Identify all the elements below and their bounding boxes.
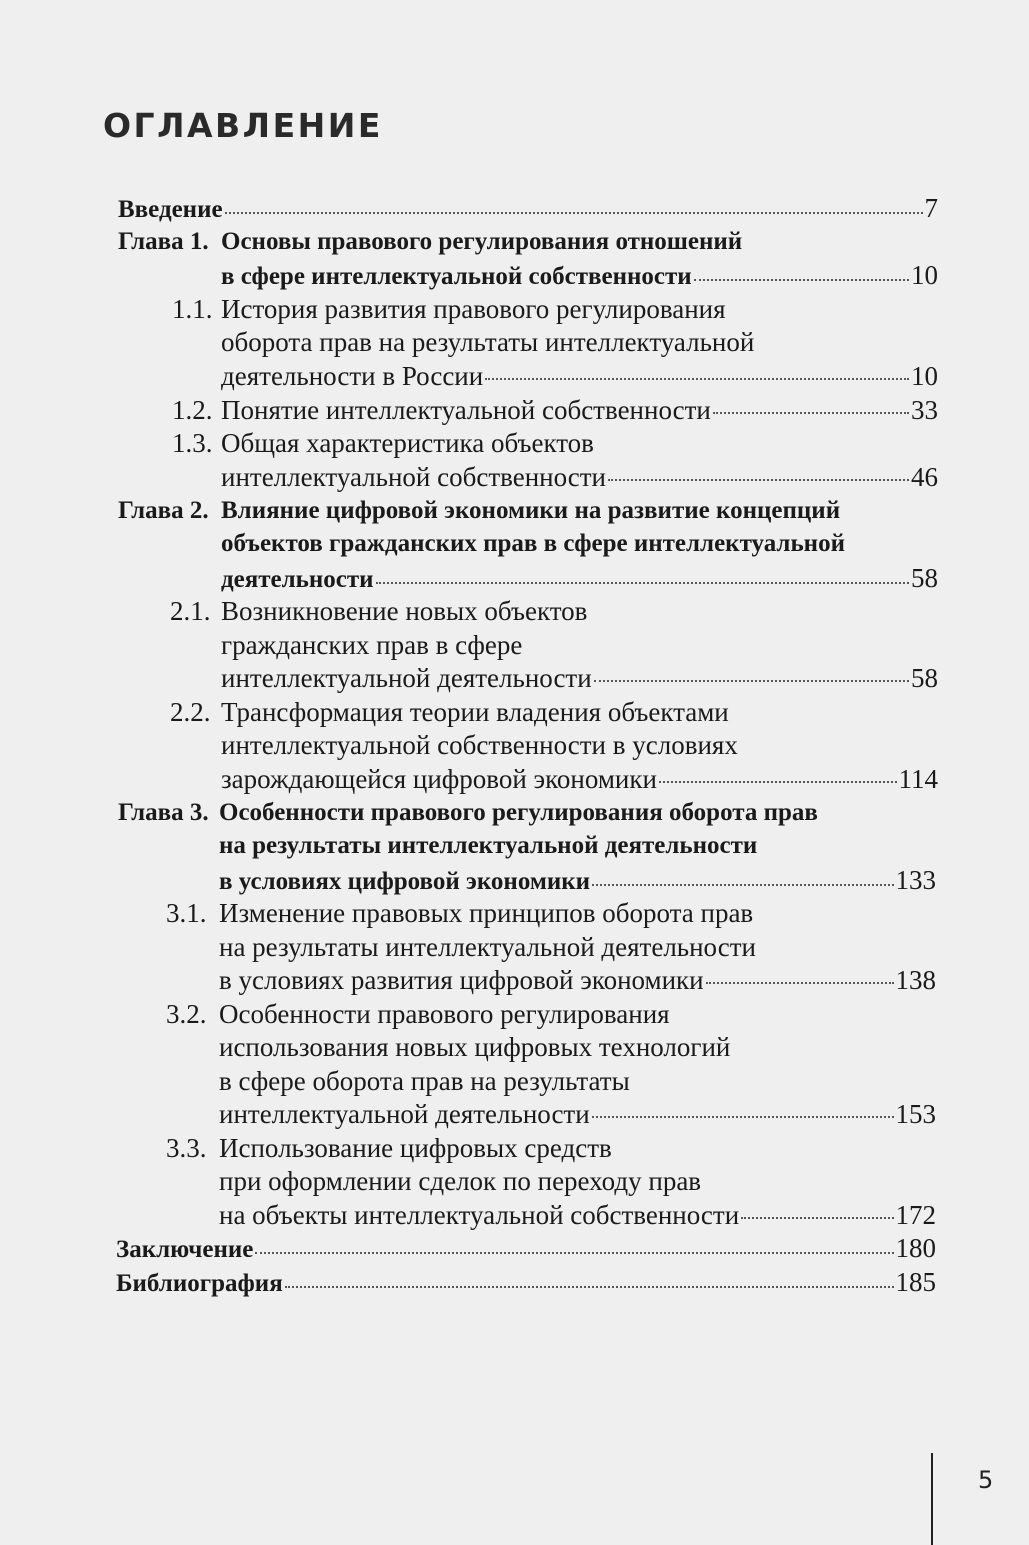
dot-leader xyxy=(608,478,909,481)
toc-entry-section-3-1-cont[interactable] xyxy=(219,930,756,964)
toc-entry-section-3-2-cont[interactable] xyxy=(219,1064,630,1098)
page-title: ОГЛАВЛЕНИЕ xyxy=(103,106,383,145)
toc-entry-section-2-1[interactable] xyxy=(221,594,587,628)
toc-entry-title: использования новых цифровых технологий xyxy=(219,1032,731,1062)
toc-page-number: 133 xyxy=(895,865,936,895)
toc-entry-title: в сфере оборота прав на результаты xyxy=(219,1066,630,1096)
toc-entry-title: в сфере интеллектуальной собственности xyxy=(221,263,692,290)
toc-entry-section-2-2-cont[interactable] xyxy=(221,728,738,762)
toc-section-number: 3.2. xyxy=(166,999,207,1029)
toc-entry-title: интеллектуальной собственности xyxy=(221,462,607,492)
toc-entry-title: Заключение xyxy=(116,1236,254,1263)
toc-page-number: 7 xyxy=(924,193,938,223)
toc-section-number: 2.2. xyxy=(170,697,211,727)
toc-section-number: 1.2. xyxy=(172,395,213,425)
toc-entry-title: Библиография xyxy=(116,1270,283,1297)
toc-entry-bibliography[interactable] xyxy=(116,1265,936,1301)
toc-entry-title: Понятие интеллектуальной собственности xyxy=(221,395,711,425)
dot-leader xyxy=(376,581,909,584)
toc-entry-title: при оформлении сделок по переходу прав xyxy=(219,1166,702,1196)
toc-entry-section-3-2-cont[interactable] xyxy=(219,1030,730,1064)
toc-page-number: 10 xyxy=(911,260,938,290)
toc-entry-section-1-1-cont[interactable] xyxy=(221,325,754,359)
toc-entry-section-3-1[interactable] xyxy=(219,896,753,930)
dot-leader xyxy=(706,981,894,984)
dot-leader xyxy=(225,211,923,214)
toc-entry-title: оборота прав на результаты интеллектуальной xyxy=(221,327,755,357)
dot-leader xyxy=(694,278,909,281)
dot-leader xyxy=(285,1285,894,1288)
toc-entry-section-3-2[interactable] xyxy=(219,997,670,1031)
toc-entry-introduction[interactable] xyxy=(118,191,938,227)
toc-entry-section-3-3-cont[interactable] xyxy=(219,1198,936,1232)
toc-entry-section-1-1-cont[interactable] xyxy=(221,359,938,393)
toc-entry-section-2-2[interactable] xyxy=(221,695,729,729)
toc-entry-title: деятельности в России xyxy=(221,361,484,391)
toc-entry-title: в условиях цифровой экономики xyxy=(219,868,591,895)
toc-entry-section-3-3-cont[interactable] xyxy=(219,1164,701,1198)
toc-section-number: 3.1. xyxy=(166,898,207,928)
toc-entry-section-2-1-cont[interactable] xyxy=(221,628,522,662)
dot-leader xyxy=(713,411,909,414)
toc-entry-title: Изменение правовых принципов оборота прав xyxy=(219,898,754,928)
toc-entry-title: Введение xyxy=(118,196,223,223)
toc-entry-chapter-2[interactable] xyxy=(221,494,840,528)
toc-chapter-number: Глава 2. xyxy=(118,497,209,524)
toc-section-number: 1.1. xyxy=(172,294,213,324)
toc-entry-section-1-3-cont[interactable] xyxy=(221,460,938,494)
page-number: 5 xyxy=(978,1466,994,1494)
dot-leader xyxy=(594,679,909,682)
toc-page-number: 58 xyxy=(911,663,938,693)
toc-entry-chapter-1-cont[interactable] xyxy=(221,258,938,294)
toc-section-number: 2.1. xyxy=(170,596,211,626)
toc-entry-title: деятельности xyxy=(221,566,374,593)
toc-entry-title: на результаты интеллектуальной деятельности xyxy=(219,932,756,962)
toc-entry-title: Особенности правового регулирования xyxy=(219,999,670,1029)
toc-entry-title: Основы правового регулирования отношений xyxy=(221,228,743,255)
toc-page-number: 180 xyxy=(895,1233,936,1263)
dot-leader xyxy=(592,1115,894,1118)
toc-entry-title: Особенности правового регулирования оборота прав xyxy=(219,799,818,826)
dot-leader xyxy=(485,377,909,380)
toc-section-number: 1.3. xyxy=(172,428,213,458)
toc-entry-title: Использование цифровых средств xyxy=(219,1133,612,1163)
toc-page-number: 46 xyxy=(911,462,938,492)
toc-entry-title: История развития правового регулирования xyxy=(221,294,726,324)
toc-chapter-number: Глава 3. xyxy=(118,799,209,826)
toc-page-number: 138 xyxy=(895,965,936,995)
toc-entry-title: на результаты интеллектуальной деятельности xyxy=(219,832,758,859)
toc-entry-chapter-1[interactable] xyxy=(221,225,742,259)
toc-entry-chapter-2-cont[interactable] xyxy=(221,561,938,597)
toc-page-number: 153 xyxy=(895,1099,936,1129)
toc-entry-title: зарождающейся цифровой экономики xyxy=(221,764,657,794)
toc-entry-title: Возникновение новых объектов xyxy=(221,596,588,626)
dot-leader xyxy=(255,1251,893,1254)
dot-leader xyxy=(592,883,893,886)
toc-entry-title: на объекты интеллектуальной собственности xyxy=(219,1200,740,1230)
toc-page-number: 172 xyxy=(895,1200,936,1230)
toc-page-number: 114 xyxy=(898,764,938,794)
toc-entry-section-1-1[interactable] xyxy=(221,292,726,326)
toc-entry-chapter-3-cont[interactable] xyxy=(219,829,757,863)
dot-leader xyxy=(741,1216,893,1219)
toc-page-number: 58 xyxy=(911,563,938,593)
toc-entry-section-1-2[interactable] xyxy=(221,393,938,427)
toc-entry-section-3-3[interactable] xyxy=(219,1131,612,1165)
toc-entry-title: интеллектуальной деятельности xyxy=(219,1099,590,1129)
toc-entry-title: Влияние цифровой экономики на развитие концепций xyxy=(221,497,841,524)
toc-entry-title: интеллектуальной деятельности xyxy=(221,663,592,693)
toc-entry-title: объектов гражданских прав в сфере интеллектуальной xyxy=(221,530,845,557)
toc-entry-section-3-2-cont[interactable] xyxy=(219,1097,936,1131)
toc-entry-chapter-3-cont[interactable] xyxy=(219,863,936,899)
folio-rule xyxy=(931,1453,933,1545)
toc-chapter-number: Глава 1. xyxy=(118,228,209,255)
toc-page-number: 10 xyxy=(911,361,938,391)
toc-entry-chapter-2-cont[interactable] xyxy=(221,527,845,561)
toc-entry-title: Трансформация теории владения объектами xyxy=(221,697,729,727)
toc-entry-section-1-3[interactable] xyxy=(221,426,594,460)
toc-entry-title: в условиях развития цифровой экономики xyxy=(219,965,704,995)
toc-entry-section-3-1-cont[interactable] xyxy=(219,963,936,997)
toc-entry-title: интеллектуальной собственности в условиях xyxy=(221,730,738,760)
toc-entry-section-2-2-cont[interactable] xyxy=(221,762,938,796)
toc-entry-title: гражданских прав в сфере xyxy=(221,630,523,660)
dot-leader xyxy=(659,780,897,783)
toc-page-number: 185 xyxy=(895,1267,936,1297)
toc-entry-conclusion[interactable] xyxy=(116,1231,936,1267)
toc-entry-chapter-3[interactable] xyxy=(219,796,818,830)
toc-section-number: 3.3. xyxy=(166,1133,207,1163)
toc-entry-title: Общая характеристика объектов xyxy=(221,428,594,458)
toc-page-number: 33 xyxy=(911,395,938,425)
toc-entry-section-2-1-cont[interactable] xyxy=(221,661,938,695)
